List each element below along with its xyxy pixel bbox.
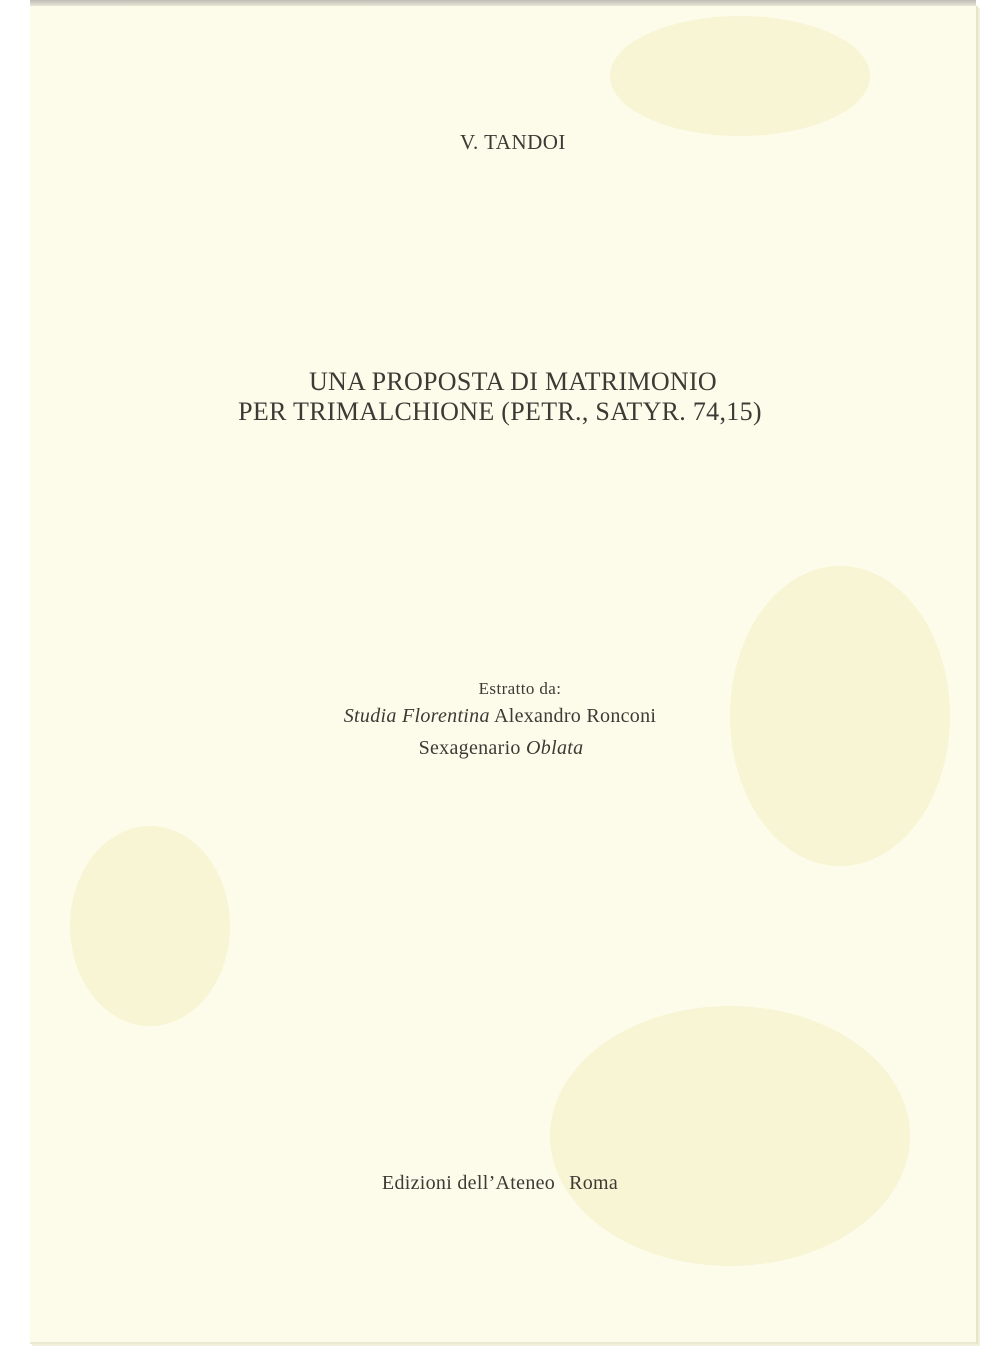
title-line-2: PER TRIMALCHIONE (PETR., SATYR. 74,15) <box>238 397 762 426</box>
extract-source-roman: Alexandro Ronconi <box>493 705 657 727</box>
foxing-stain <box>550 1006 910 1266</box>
author-name: V. TANDOI <box>460 130 566 154</box>
offprint-cover <box>30 6 978 1344</box>
extract-source-italic-2: Oblata <box>526 737 584 759</box>
extract-source-roman-2: Sexagenario <box>418 737 521 759</box>
publisher-name: Edizioni dell’Ateneo <box>381 1172 556 1194</box>
extract-source-italic: Studia Florentina <box>343 705 490 727</box>
extract-source-line-2 <box>0 737 1000 760</box>
foxing-stain <box>610 16 870 136</box>
publisher-line <box>0 1172 1000 1195</box>
title-line-1: UNA PROPOSTA DI MATRIMONIO <box>308 367 718 396</box>
foxing-stain <box>70 826 230 1026</box>
extract-label: Estratto da: <box>478 679 562 698</box>
extract-source-line-1 <box>0 705 1000 728</box>
publisher-city: Roma <box>569 1172 619 1194</box>
